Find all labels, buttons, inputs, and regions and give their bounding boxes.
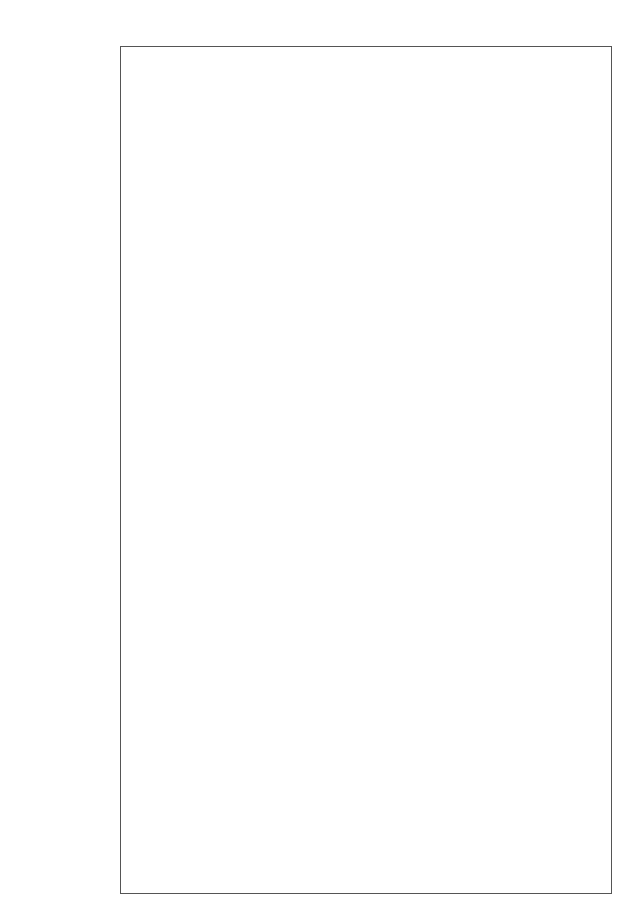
table-frame	[120, 46, 612, 894]
